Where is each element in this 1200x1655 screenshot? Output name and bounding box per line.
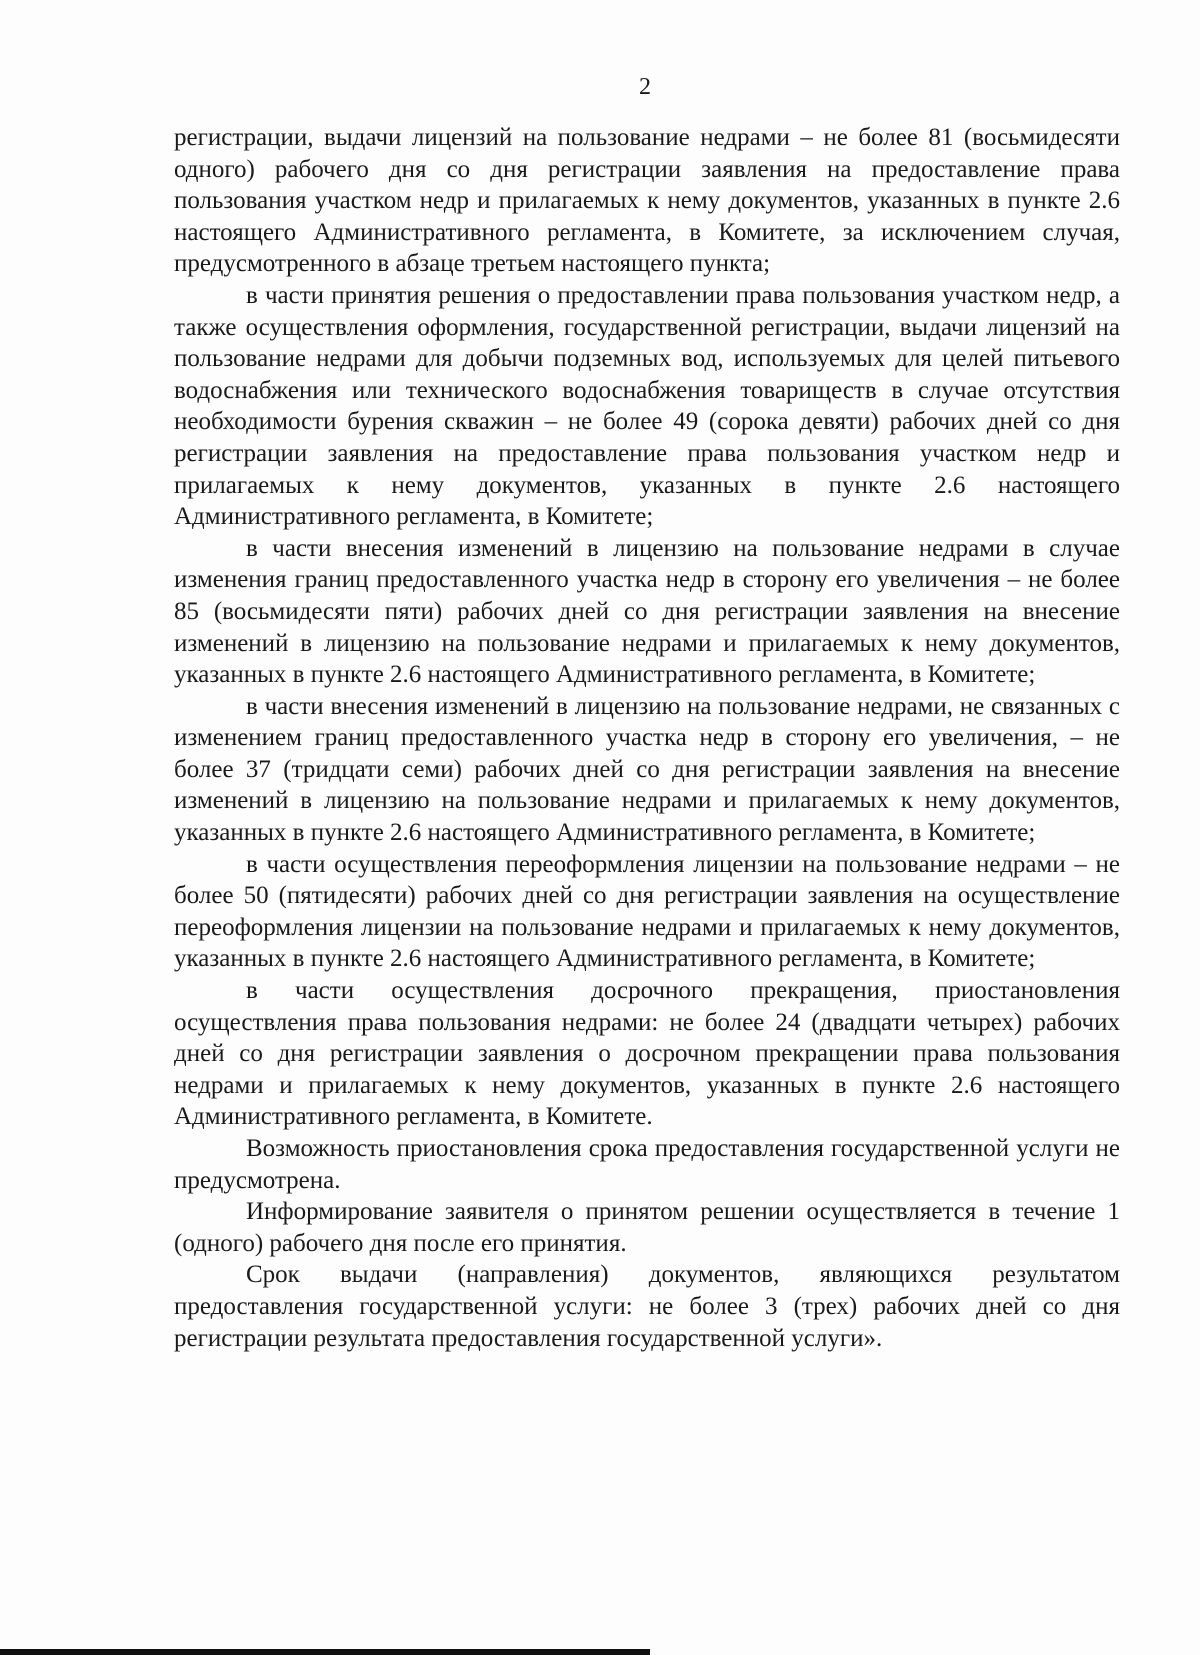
paragraph-applicant-notification: Информирование заявителя о принятом решении осуществляется в течение 1 (одного) рабочего дня после его принятия. bbox=[174, 1198, 1120, 1257]
paragraph-license-change-other: в части внесения изменений в лицензию на пользование недрами, не связанных с изменением границ предоставленного участка недр в сторону его увеличения, – не более 37 (тридцати семи) рабочих дней со дня регистрации заявления на внесение изменений в лицензию на пользование недрами и прилагаемых к нему документов, указанных в пункте 2.6 настоящего Административного регламента, в Комитете; bbox=[174, 692, 1120, 847]
paragraph-subsoil-rights-decision: в части принятия решения о предоставлении права пользования участком недр, а также осуществления оформления, государственной регистрации, выдачи лицензий на пользование недрами для добычи подземных вод, используемых для целей питьевого водоснабжения или технического водоснабжения товариществ в случае отсутствия необходимости бурения скважин – не более 49 (сорока девяти) рабочих дней со дня регистрации заявления на предоставление права пользования участком недр и прилагаемых к нему документов, указанных в пункте 2.6 настоящего Административного регламента, в Комитете; bbox=[174, 281, 1120, 531]
paragraph-license-reissue: в части осуществления переоформления лицензии на пользование недрами – не более 50 (пятидесяти) рабочих дней со дня регистрации заявления на осуществление переоформления лицензии на пользование недрами и прилагаемых к нему документов, указанных в пункте 2.6 настоящего Административного регламента, в Комитете; bbox=[174, 850, 1120, 973]
paragraph-no-suspension: Возможность приостановления срока предоставления государственной услуги не предусмотрена. bbox=[174, 1135, 1120, 1194]
paragraph-continuation: регистрации, выдачи лицензий на пользование недрами – не более 81 (восьмидесяти одного) рабочего дня со дня регистрации заявления на предоставление права пользования участком недр и прилагаемых к нему документов, указанных в пункте 2.6 настоящего Административного регламента, в Комитете, за исключением случая, предусмотренного в абзаце третьем настоящего пункта; bbox=[174, 124, 1120, 278]
paragraph-result-delivery: Срок выдачи (направления) документов, являющихся результатом предоставления государственной услуги: не более 3 (трех) рабочих дней со дня регистрации результата предоставления государственной услуги». bbox=[174, 1261, 1120, 1352]
document-body bbox=[174, 122, 1120, 1354]
paragraph-early-termination: в части осуществления досрочного прекращения, приостановления осуществления права пользования недрами: не более 24 (двадцати четырех) рабочих дней со дня регистрации заявления о досрочном прекращении права пользования недрами и прилагаемых к нему документов, указанных в пункте 2.6 настоящего Административного регламента, в Комитете. bbox=[174, 977, 1120, 1131]
paragraph-license-change-expansion: в части внесения изменений в лицензию на пользование недрами в случае изменения границ предоставленного участка недр в сторону его увеличения – не более 85 (восьмидесяти пяти) рабочих дней со дня регистрации заявления на внесение изменений в лицензию на пользование недрами и прилагаемых к нему документов, указанных в пункте 2.6 настоящего Административного регламента, в Комитете; bbox=[174, 534, 1120, 689]
scan-edge-line bbox=[0, 1649, 650, 1655]
page-number: 2 bbox=[639, 74, 651, 100]
